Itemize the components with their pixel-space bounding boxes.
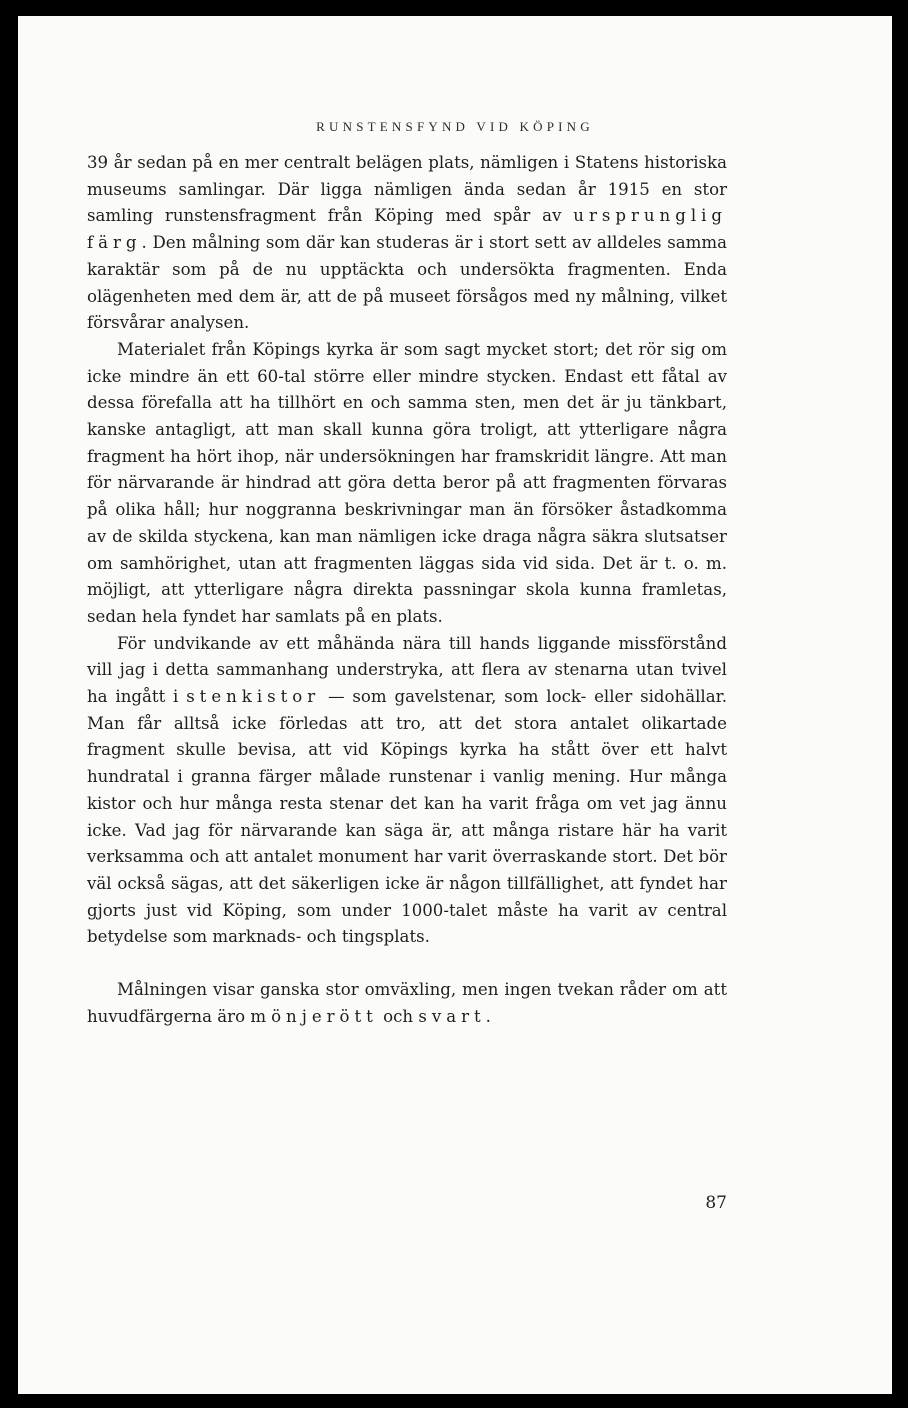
paragraph-4-text-c: . <box>485 1006 491 1026</box>
paragraph-3 <box>87 631 727 951</box>
book-page <box>18 16 892 1394</box>
paragraph-1-text-c: . Den målning som där kan studeras är i stort sett av alldeles samma karaktär som på de nu upptäckta och undersökta fragmenten. Enda olägenheten med dem är, att de på museet försågos med ny målning, vilket försvårar analysen. <box>87 233 727 333</box>
paragraph-3-text-b: — som gavelstenar, som lock- eller sidohällar. Man får alltså icke förledas att tro, att det stora antalet olikartade fragment skulle bevisa, att vid Köpings kyrka ha stått över ett halvt hundratal i granna färger målade runstenar i vanlig mening. Hur många kistor och hur många resta stenar det kan ha varit fråga om vet jag ännu icke. Vad jag för närvarande kan säga är, att många ristare här ha varit verksamma och att antalet monument har varit överraskande stort. Det bör väl också sägas, att det säkerligen icke är någon tillfällighet, att fyndet har gjorts just vid Köping, som under 1000-talet måste ha varit av central betydelse som marknads- och tingsplats. <box>87 687 727 947</box>
spaced-word-monjerott: mönjerött <box>250 1006 378 1026</box>
paragraph-3-text-a: För undvikande av ett måhända nära till hands liggande missförstånd vill jag i detta sammanhang understryka, att flera av stenarna utan tvivel ha ingått i <box>87 633 727 707</box>
paragraph-4-text-b: och <box>377 1006 419 1026</box>
spaced-word-stenkistor: stenkistor <box>186 687 321 707</box>
body-text <box>87 150 727 1031</box>
paragraph-4-text-a: Målningen visar ganska stor omväxling, men ingen tvekan råder om att huvudfärgerna äro <box>87 980 727 1026</box>
page-number: 87 <box>705 1193 727 1213</box>
paragraph-1 <box>87 150 727 337</box>
paragraph-1-text-a: 39 år sedan på en mer centralt belägen plats, nämligen i Statens historiska museums samlingar. Där ligga nämligen ända sedan år 1915 en stor samling runstensfragment från Köping med spår av <box>87 153 727 226</box>
running-head: RUNSTENSFYND VID KÖPING <box>316 119 594 134</box>
spaced-word-ursprunglig: ursprunglig <box>573 206 727 226</box>
paragraph-4 <box>87 977 727 1030</box>
spaced-word-svart: svart <box>418 1006 486 1026</box>
paragraph-2: Materialet från Köpings kyrka är som sagt mycket stort; det rör sig om icke mindre än ett 60-tal större eller mindre stycken. Endast ett fåtal av dessa förefalla att ha tillhört en och samma sten, men det är ju tänkbart, kanske antagligt, att man skall kunna göra troligt, att ytterligare några fragment ha hört ihop, när undersökningen har framskridit längre. Att man för närvarande är hindrad att göra detta beror på att fragmenten förvaras på olika håll; hur noggranna beskrivningar man än försöker åstadkomma av de skilda styckena, kan man nämligen icke draga några säkra slutsatser om samhörighet, utan att fragmenten läggas sida vid sida. Det är t. o. m. möjligt, att ytterligare några direkta passningar skola kunna framletas, sedan hela fyndet har samlats på en plats. <box>87 339 727 626</box>
spaced-word-farg: färg <box>87 233 142 253</box>
